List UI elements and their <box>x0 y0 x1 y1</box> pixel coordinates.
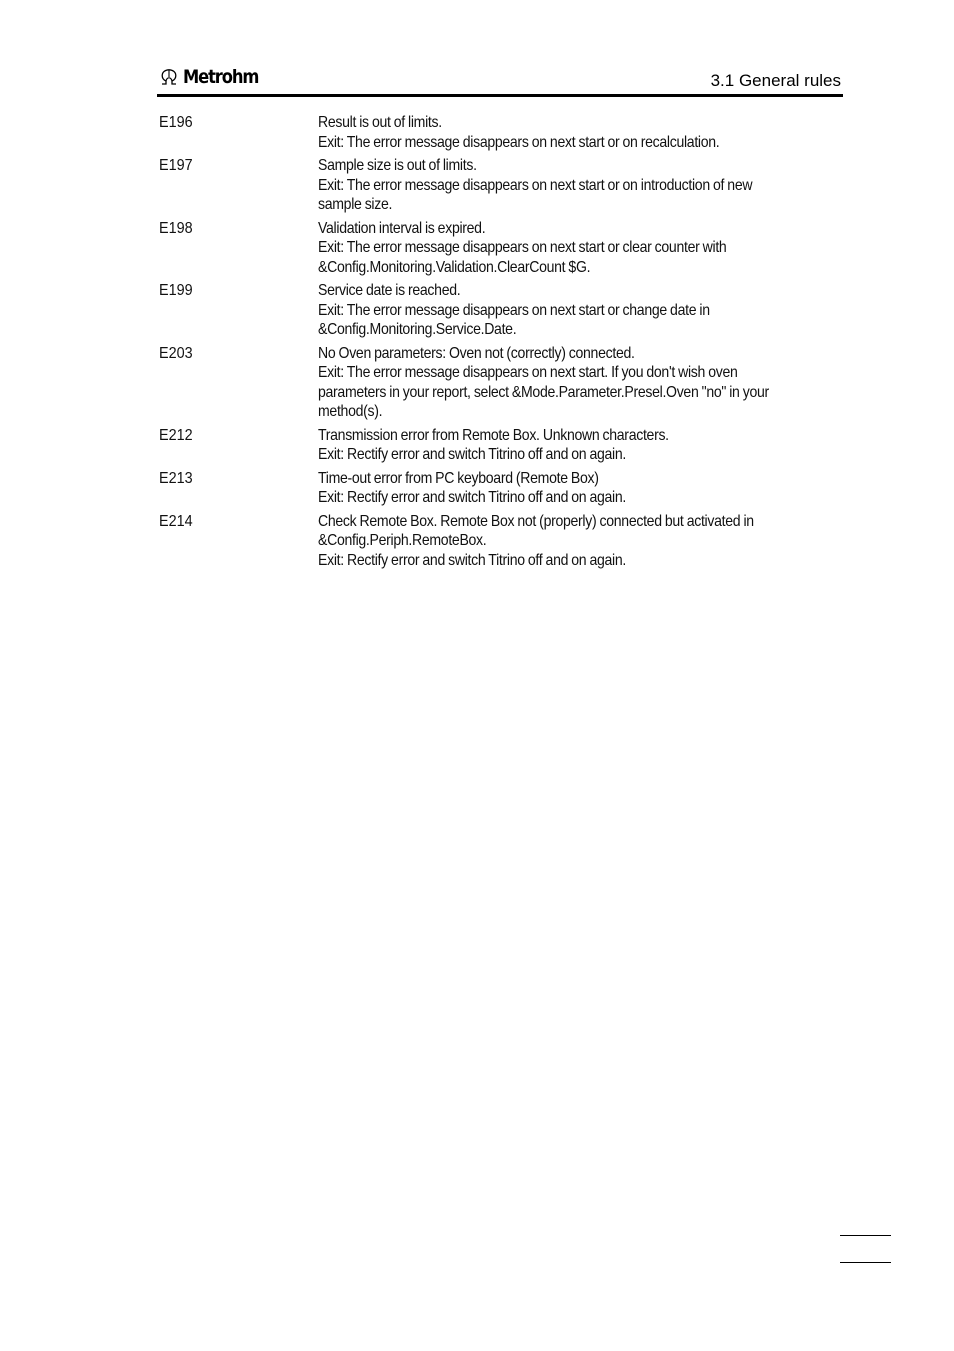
error-entry <box>159 344 849 422</box>
description-line: Exit: Rectify error and switch Titrino off and on again. <box>318 446 627 463</box>
error-entry <box>159 219 849 278</box>
error-code: E196 <box>159 114 193 131</box>
error-description <box>318 156 849 215</box>
error-description <box>318 281 849 340</box>
error-code: E199 <box>159 282 193 299</box>
page-header <box>157 64 843 97</box>
error-description <box>318 469 849 508</box>
description-line: Check Remote Box. Remote Box not (properly) connected but activated in <box>318 512 754 530</box>
error-description <box>318 426 849 465</box>
description-line: Time-out error from PC keyboard (Remote Box) <box>318 469 599 487</box>
description-line: sample size. <box>318 196 393 213</box>
description-line: Exit: The error message disappears on next start or change date in <box>318 301 710 319</box>
description-line: Exit: Rectify error and switch Titrino off and on again. <box>318 551 627 569</box>
error-code: E214 <box>159 512 193 530</box>
metrohm-omega-icon <box>159 68 179 86</box>
logo-text: Metrohm <box>183 66 259 88</box>
description-line: Exit: The error message disappears on next start or on introduction of new <box>318 176 753 194</box>
error-description <box>318 113 849 152</box>
error-code: E213 <box>159 469 193 487</box>
error-entry <box>159 281 849 340</box>
description-line: parameters in your report, select &Mode.Parameter.Presel.Oven "no" in your <box>318 383 769 401</box>
section-title: 3.1 General rules <box>710 71 841 90</box>
description-line: &Config.Monitoring.Validation.ClearCount $G. <box>318 258 591 276</box>
description-line: Sample size is out of limits. <box>318 157 477 174</box>
description-line: Transmission error from Remote Box. Unknown characters. <box>318 426 669 444</box>
description-line: Result is out of limits. <box>318 114 442 131</box>
description-line: method(s). <box>318 403 383 420</box>
footer-rule-bottom <box>840 1262 891 1263</box>
footer-rule-top <box>840 1235 891 1236</box>
error-code: E197 <box>159 157 193 174</box>
description-line: Exit: The error message disappears on next start. If you don't wish oven <box>318 364 738 381</box>
error-code: E203 <box>159 344 193 362</box>
error-code: E198 <box>159 219 193 237</box>
error-entry <box>159 512 849 571</box>
error-description <box>318 512 849 571</box>
description-line: No Oven parameters: Oven not (correctly) connected. <box>318 344 635 362</box>
error-code: E212 <box>159 426 193 444</box>
error-entry <box>159 426 849 465</box>
error-entry <box>159 156 849 215</box>
error-code-list <box>159 113 849 574</box>
description-line: Validation interval is expired. <box>318 219 486 237</box>
description-line: Service date is reached. <box>318 282 461 299</box>
metrohm-logo <box>159 66 271 88</box>
description-line: &Config.Monitoring.Service.Date. <box>318 321 517 338</box>
error-entry <box>159 113 849 152</box>
error-description <box>318 344 849 422</box>
description-line: Exit: The error message disappears on next start or on recalculation. <box>318 133 720 151</box>
description-line: Exit: Rectify error and switch Titrino off and on again. <box>318 489 627 506</box>
error-entry <box>159 469 849 508</box>
error-description <box>318 219 849 278</box>
description-line: Exit: The error message disappears on next start or clear counter with <box>318 239 727 256</box>
description-line: &Config.Periph.RemoteBox. <box>318 532 487 549</box>
